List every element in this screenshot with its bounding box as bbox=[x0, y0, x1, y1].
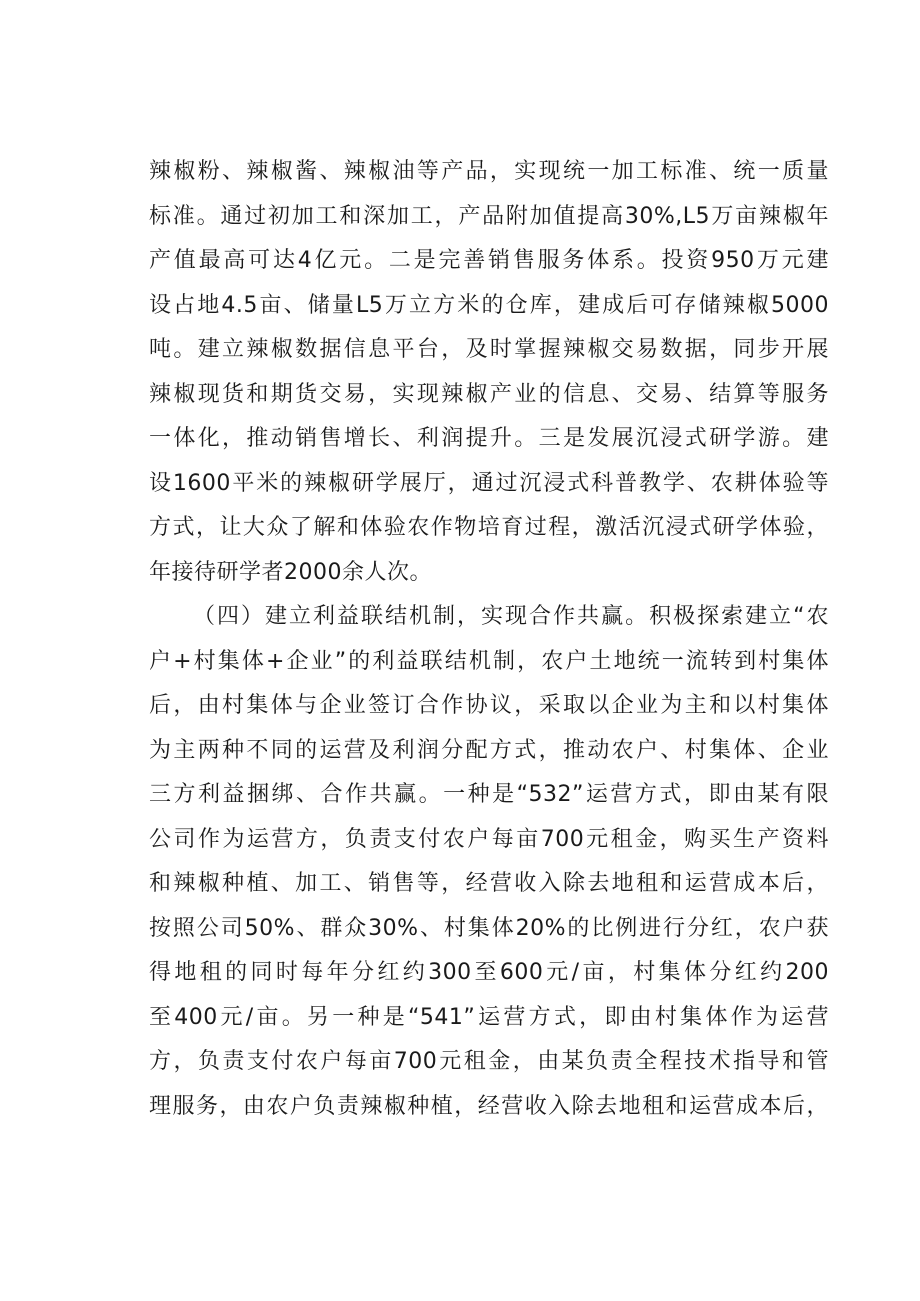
text-line: 为主两种不同的运营及利润分配方式，推动农户、村集体、企业 bbox=[149, 737, 829, 763]
text-line: 设1600平米的辣椒研学展厅，通过沉浸式科普教学、农耕体验等 bbox=[149, 470, 829, 496]
text-line: 一体化，推动销售增长、利润提升。三是发展沉浸式研学游。建 bbox=[149, 426, 829, 451]
text-line: 吨。建立辣椒数据信息平台，及时掌握辣椒交易数据，同步开展 bbox=[149, 337, 829, 362]
text-line: 理服务，由农户负责辣椒种植，经营收入除去地租和运营成本后， bbox=[149, 1093, 829, 1119]
body-text bbox=[149, 150, 829, 1129]
text-line: 辣椒现货和期货交易，实现辣椒产业的信息、交易、结算等服务 bbox=[149, 381, 829, 407]
text-line: 方式，让大众了解和体验农作物培育过程，激活沉浸式研学体验， bbox=[149, 515, 829, 540]
paragraph-end-line: 年接待研学者2000余人次。 bbox=[149, 559, 432, 585]
text-line: 辣椒粉、辣椒酱、辣椒油等产品，实现统一加工标准、统一质量 bbox=[149, 159, 829, 184]
text-line: 后，由村集体与企业签订合作协议，采取以企业为主和以村集体 bbox=[149, 693, 829, 718]
text-line: 设占地4.5亩、储量L5万立方米的仓库，建成后可存储辣椒5000 bbox=[149, 292, 829, 318]
text-line: 得地租的同时每年分红约300至600元/亩，村集体分红约200 bbox=[149, 960, 829, 985]
text-line: 至400元/亩。另一种是“541”运营方式，即由村集体作为运营 bbox=[149, 1004, 829, 1030]
text-line: 和辣椒种植、加工、销售等，经营收入除去地租和运营成本后， bbox=[149, 871, 829, 896]
text-line: 方，负责支付农户每亩700元租金，由某负责全程技术指导和管 bbox=[149, 1049, 829, 1074]
section-heading-line: （四）建立利益联结机制，实现合作共赢。积极探索建立“农 bbox=[193, 604, 829, 629]
text-line: 标准。通过初加工和深加工，产品附加值提高30%,L5万亩辣椒年 bbox=[149, 203, 829, 229]
text-line: 户+村集体+企业”的利益联结机制，农户土地统一流转到村集体 bbox=[149, 648, 829, 674]
text-line: 产值最高可达4亿元。二是完善销售服务体系。投资950万元建 bbox=[149, 248, 829, 273]
text-line: 公司作为运营方，负责支付农户每亩700元租金，购买生产资料 bbox=[149, 826, 829, 852]
text-line: 三方利益捆绑、合作共赢。一种是“532”运营方式，即由某有限 bbox=[149, 782, 829, 807]
text-line: 按照公司50%、群众30%、村集体20%的比例进行分红，农户获 bbox=[149, 915, 829, 941]
